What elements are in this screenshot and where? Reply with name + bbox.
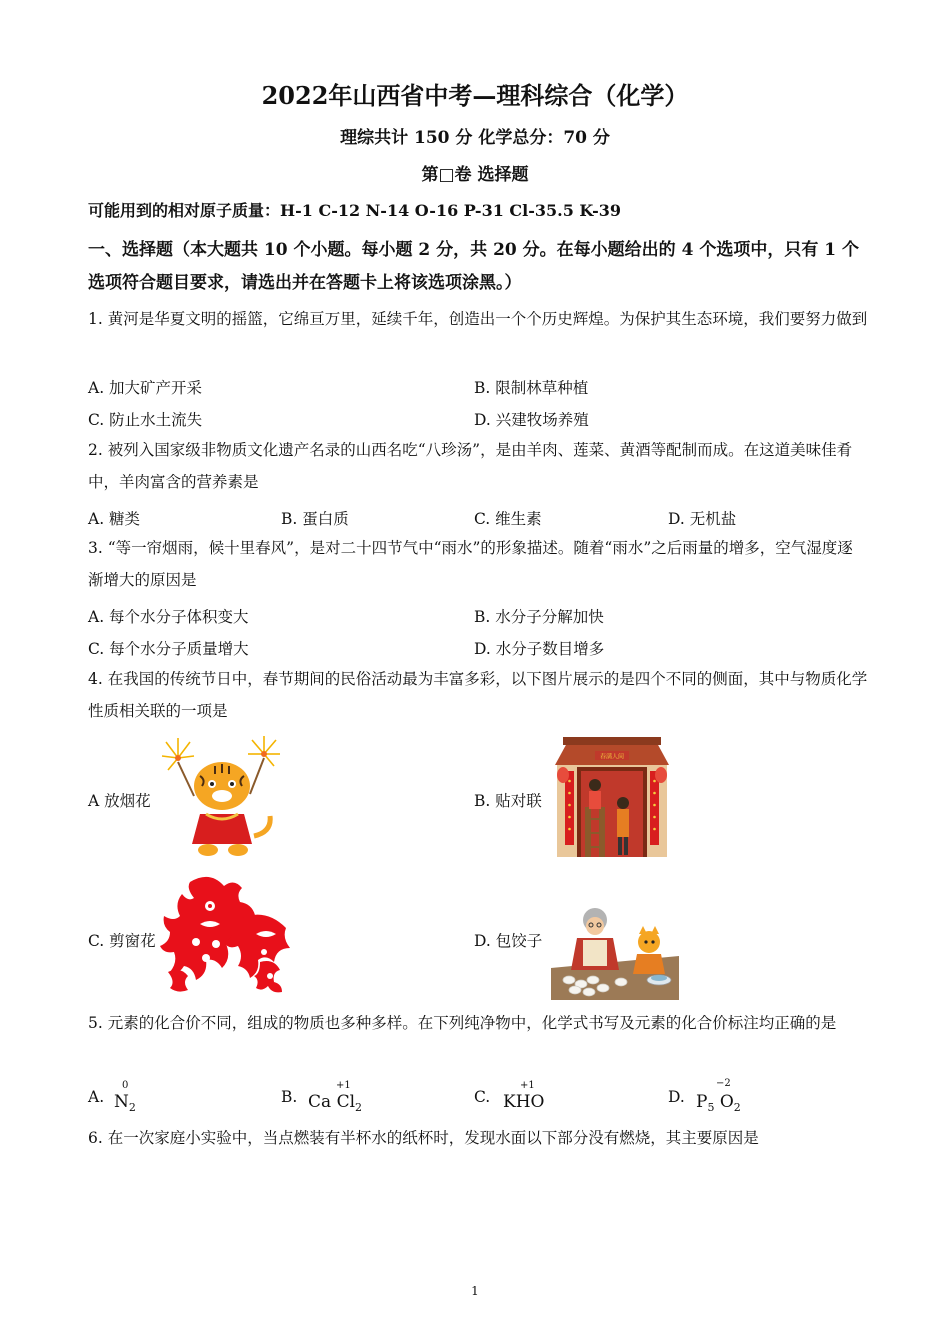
couplets-door-image <box>555 735 669 859</box>
page-number: 1 <box>471 1284 479 1298</box>
q5-option-d-label: D. <box>668 1088 685 1106</box>
q3-option-d: D. 水分子数目增多 <box>474 640 605 658</box>
q5-a-valence: 0 <box>122 1080 129 1091</box>
section-instructions: 一、选择题（本大题共 10 个小题。每小题 2 分，共 20 分。在每小题给出的 4 个选项中，只有 1 个选项符合题目要求，请选出并在答题卡上将该选项涂黑。） <box>88 240 859 293</box>
q4-option-a: A 放烟花 <box>88 792 151 810</box>
q5-d-subscript-1: 5 <box>707 1101 715 1114</box>
q2-option-b: B. 蛋白质 <box>281 510 349 528</box>
q3-option-c: C. 每个水分子质量增大 <box>88 640 249 658</box>
question-2-stem: 2. 被列入国家级非物质文化遗产名录的山西名吃“八珍汤”，是由羊肉、莲菜、黄酒等配制而成。在这道美味佳肴中，羊肉富含的营养素是 <box>88 441 853 491</box>
fireworks-tiger-image <box>160 736 282 860</box>
q5-option-d-formula <box>696 1092 741 1114</box>
q5-option-b-label: B. <box>281 1088 298 1106</box>
q2-option-a: A. 糖类 <box>88 510 141 528</box>
q4-option-d: D. 包饺子 <box>474 932 543 950</box>
q1-option-c: C. 防止水土流失 <box>88 411 203 429</box>
q5-option-b-formula <box>308 1092 362 1114</box>
dumplings-image <box>551 902 679 1000</box>
volume-heading: 第□卷 选择题 <box>421 165 529 185</box>
q5-a-subscript: 2 <box>128 1101 136 1114</box>
q2-option-c: C. 维生素 <box>474 510 542 528</box>
q5-option-a-formula <box>114 1092 136 1114</box>
q5-d-symbol-1: P <box>696 1092 708 1112</box>
q2-option-d: D. 无机盐 <box>668 510 737 528</box>
question-1-stem: 1. 黄河是华夏文明的摇篮，它绵亘万里，延续千年，创造出一个个历史辉煌。为保护其生态环境，我们要努力做到 <box>88 310 868 328</box>
q5-b-valence: +1 <box>336 1080 351 1091</box>
q3-option-b: B. 水分子分解加快 <box>474 608 604 626</box>
q5-d-subscript-2: 2 <box>733 1101 741 1114</box>
q5-option-c-formula: KHO <box>503 1092 545 1112</box>
question-3-stem: 3. “等一帘烟雨，候十里春风”，是对二十四节气中“雨水”的形象描述。随着“雨水”之后雨量的增多，空气湿度逐渐增大的原因是 <box>88 539 853 589</box>
q4-option-c: C. 剪窗花 <box>88 932 156 950</box>
score-info: 理综共计 150 分 化学总分：70 分 <box>340 128 610 148</box>
q5-d-valence: −2 <box>716 1078 731 1089</box>
q5-b-symbol-1: Ca <box>308 1092 332 1112</box>
page-title: 2022年山西省中考—理科综合（化学） <box>261 81 689 110</box>
q4-option-b: B. 贴对联 <box>474 792 542 810</box>
q5-b-symbol-2: Cl <box>336 1092 356 1112</box>
q5-d-symbol-2: O <box>719 1092 734 1112</box>
couplet-banner-text: 春满人间 <box>599 753 625 761</box>
q5-option-a-label: A. <box>88 1088 105 1106</box>
q5-b-subscript: 2 <box>355 1101 363 1114</box>
atomic-masses: 可能用到的相对原子质量：H-1 C-12 N-14 O-16 P-31 Cl-35.5 K-39 <box>88 201 622 220</box>
q5-option-c-label: C. <box>474 1088 491 1106</box>
q5-c-valence: +1 <box>520 1080 535 1091</box>
question-4-stem: 4. 在我国的传统节日中，春节期间的民俗活动最为丰富多彩，以下图片展示的是四个不同的侧面，其中与物质化学性质相关联的一项是 <box>88 670 868 720</box>
question-5-stem: 5. 元素的化合价不同，组成的物质也多种多样。在下列纯净物中，化学式书写及元素的化合价标注均正确的是 <box>88 1014 837 1032</box>
question-6-stem: 6. 在一次家庭小实验中，当点燃装有半杯水的纸杯时，发现水面以下部分没有燃烧，其主要原因是 <box>88 1129 759 1147</box>
q1-option-b: B. 限制林草种植 <box>474 379 589 397</box>
q1-option-a: A. 加大矿产开采 <box>88 379 203 397</box>
q3-option-a: A. 每个水分子体积变大 <box>88 608 249 626</box>
paper-cutting-image <box>160 872 294 998</box>
q1-option-d: D. 兴建牧场养殖 <box>474 411 589 429</box>
q5-a-symbol: N <box>114 1092 129 1112</box>
